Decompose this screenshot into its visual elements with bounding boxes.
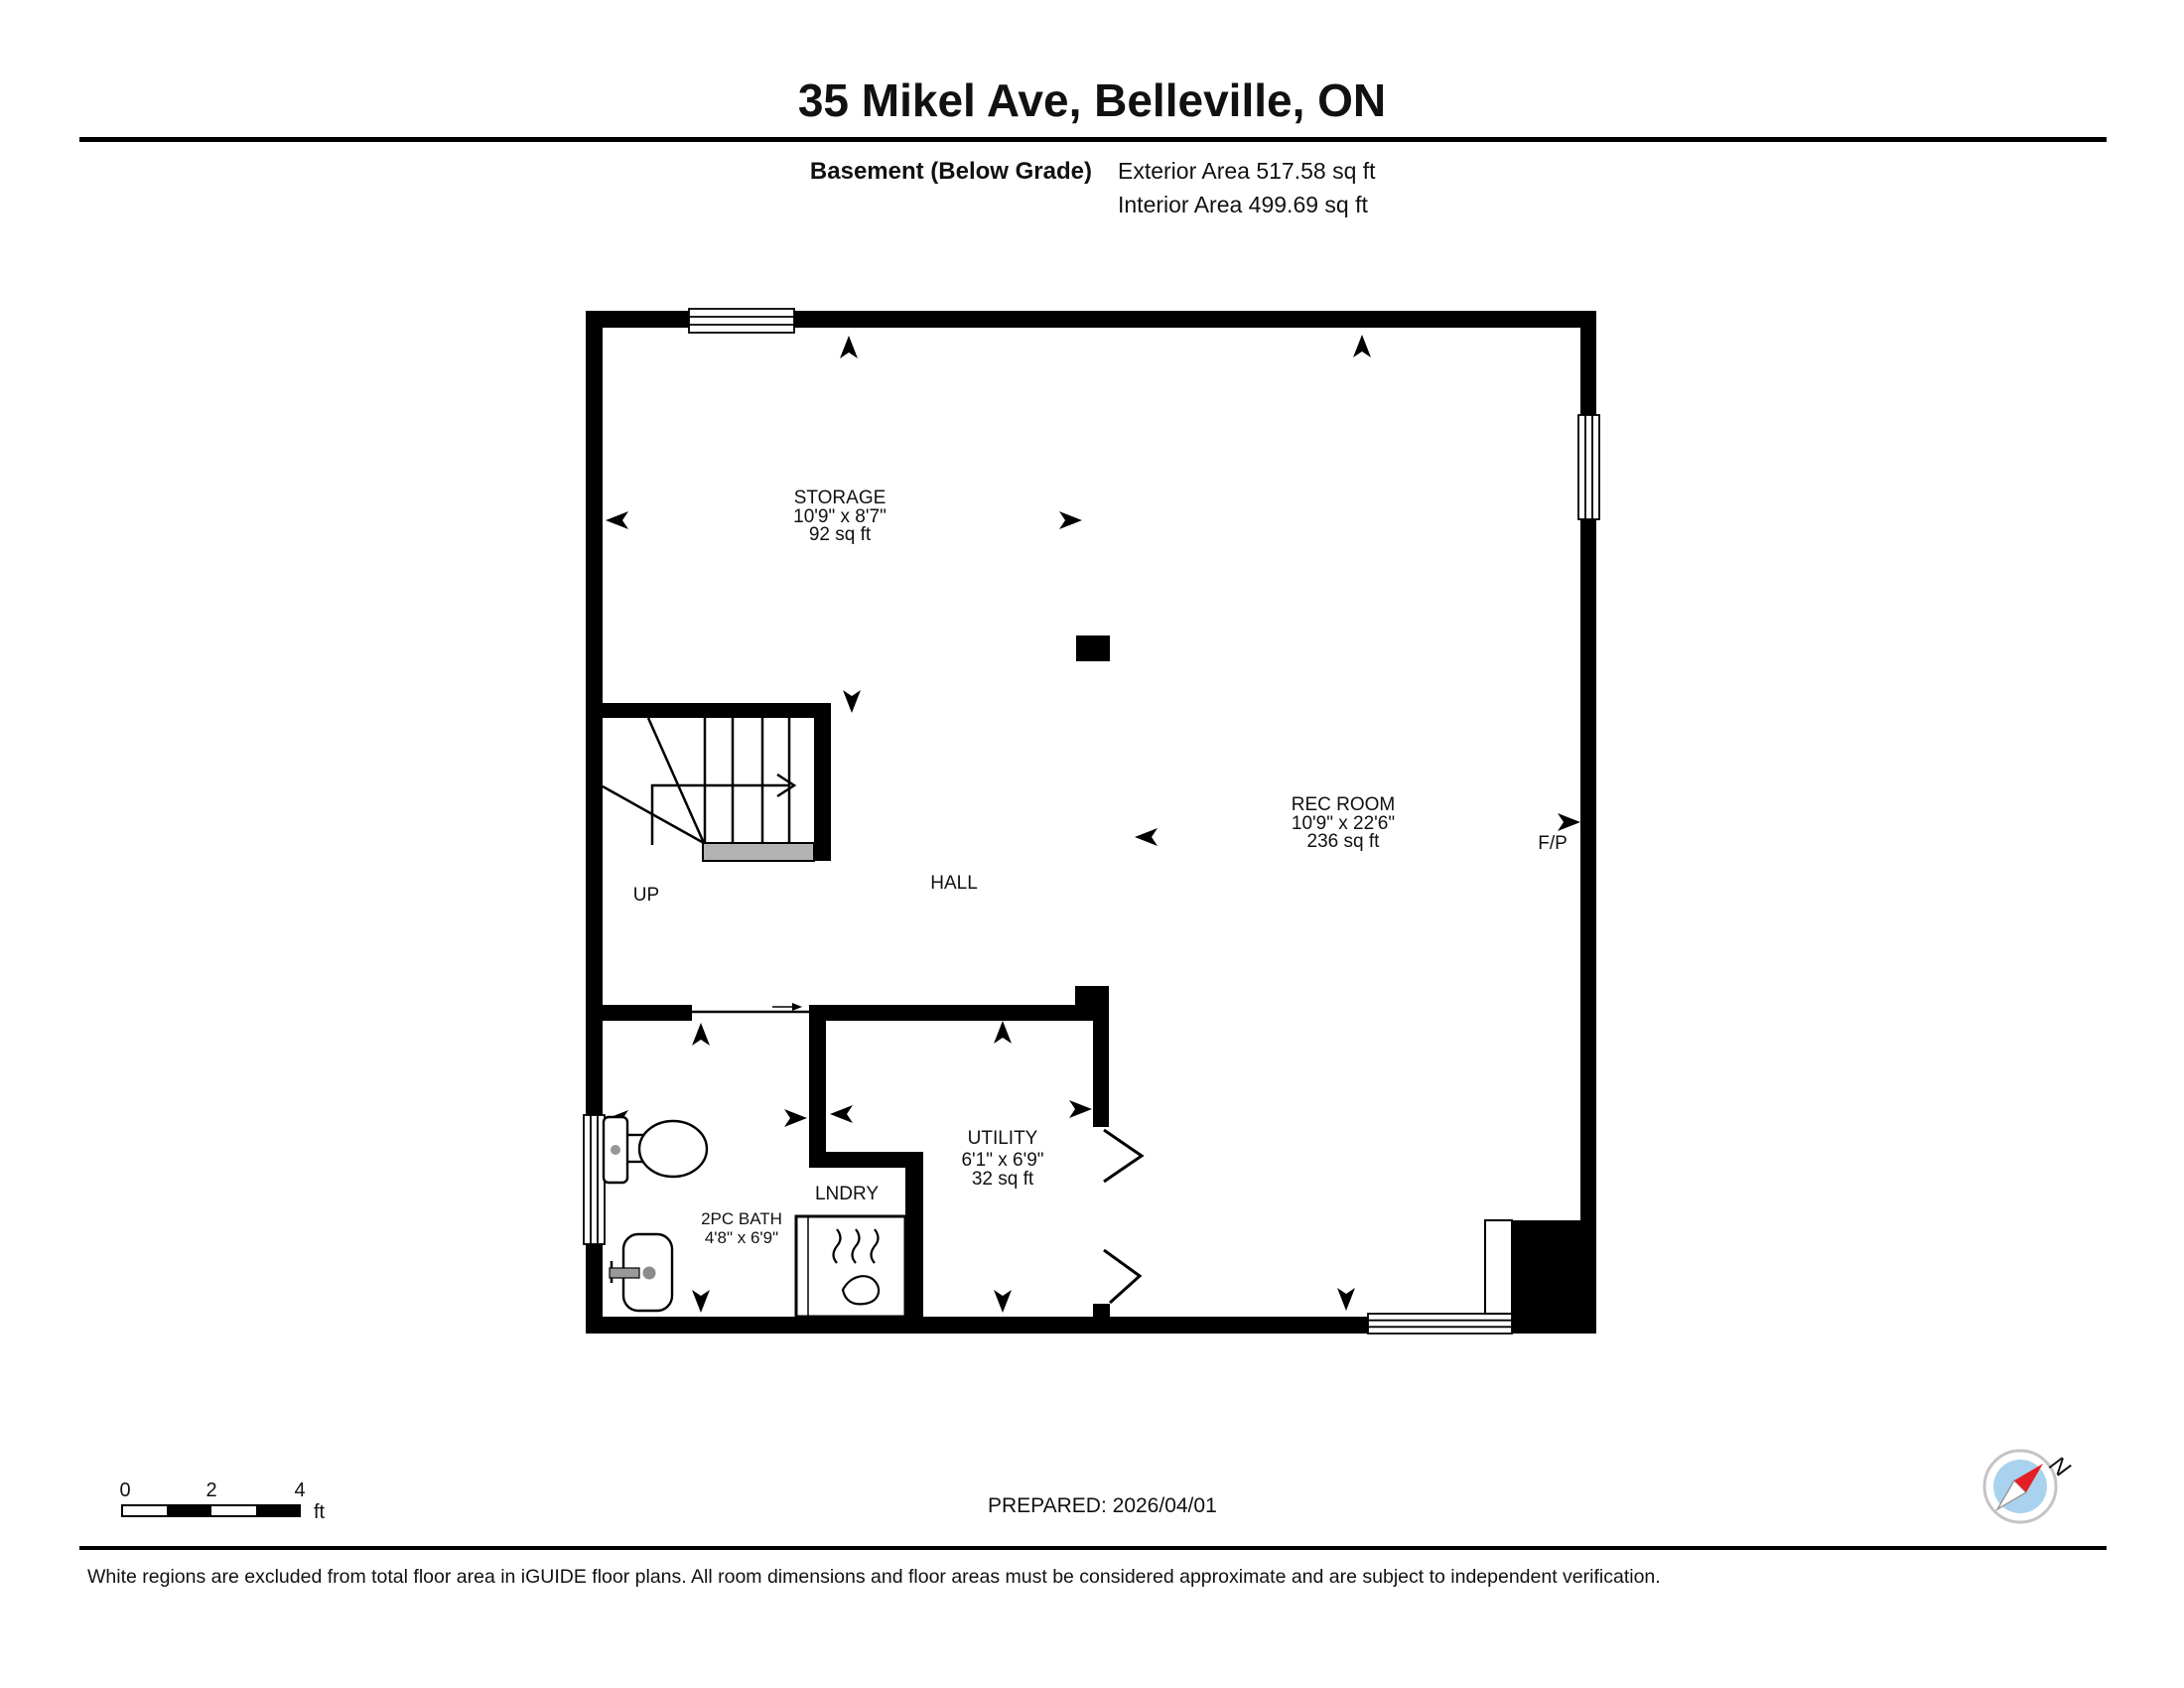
- stair-landing: [703, 843, 814, 861]
- arrow-up-recroom: [1353, 335, 1371, 357]
- bath-label: 2PC BATH: [701, 1209, 782, 1228]
- window-left: [584, 1115, 605, 1244]
- sink-drain: [643, 1267, 656, 1280]
- arrow-down-stairs: [843, 690, 861, 713]
- bathroom-fixtures: [604, 1117, 707, 1311]
- hall-wall-right: [809, 1005, 1075, 1021]
- prepared-date: PREPARED: 2026/04/01: [988, 1494, 1217, 1517]
- scale-tick-4: 4: [294, 1479, 306, 1501]
- stair-top-wall: [586, 703, 831, 718]
- header-rule: [79, 137, 2107, 142]
- compass: [1984, 1451, 2075, 1522]
- utility-dims: 6'1" x 6'9": [961, 1150, 1044, 1171]
- hall-door-slide-arrowhead: [792, 1003, 802, 1011]
- scale-bar-segment: [167, 1505, 211, 1516]
- bifold-door-lower: [1104, 1250, 1140, 1303]
- scale-unit: ft: [314, 1501, 326, 1523]
- scale-bar-segment: [256, 1505, 300, 1516]
- utility-area: 32 sq ft: [971, 1169, 1034, 1190]
- laundry-appliance: [796, 1216, 905, 1317]
- scale-tick-0: 0: [119, 1479, 131, 1501]
- winder-line: [648, 718, 704, 843]
- arrow-down-recroom: [1337, 1288, 1355, 1311]
- room-labels: [633, 488, 1568, 1247]
- door-jamb-stub: [1093, 1304, 1110, 1317]
- utility-label: UTILITY: [967, 1128, 1038, 1149]
- fireplace-recess: [1485, 1220, 1512, 1314]
- staircase: [603, 718, 814, 861]
- bifold-door-upper: [1104, 1130, 1142, 1182]
- wall-bottom: [586, 1317, 1368, 1334]
- scale-tick-2: 2: [205, 1479, 217, 1501]
- arrow-left-storage: [606, 511, 628, 529]
- stair-right-wall: [814, 703, 831, 861]
- scale-bar: [119, 1479, 325, 1523]
- column-marker: [1076, 635, 1110, 661]
- hall-label: HALL: [930, 873, 978, 894]
- exterior-walls: [586, 311, 1596, 1334]
- up-label: UP: [632, 885, 660, 906]
- hall-wall-left: [586, 1005, 692, 1021]
- arrow-down-utility: [994, 1290, 1012, 1313]
- arrow-up-utility: [994, 1021, 1012, 1044]
- fireplace-label: F/P: [1538, 833, 1568, 854]
- arrow-right-laundry-door: [784, 1109, 807, 1127]
- laundry-step-wall: [809, 1152, 923, 1168]
- toilet-bowl: [639, 1121, 707, 1177]
- arrow-left-laundry-door: [830, 1105, 853, 1123]
- storage-area: 92 sq ft: [808, 524, 872, 545]
- recroom-area: 236 sq ft: [1306, 831, 1380, 852]
- laundry-label: LNDRY: [814, 1184, 880, 1204]
- page-title: 35 Mikel Ave, Belleville, ON: [797, 74, 1387, 126]
- exterior-area-label: Exterior Area 517.58 sq ft: [1118, 158, 1376, 184]
- utility-right-wall: [1093, 1021, 1109, 1127]
- window-right: [1578, 415, 1599, 519]
- window-top: [689, 309, 794, 333]
- recroom-label: REC ROOM: [1291, 794, 1396, 815]
- floor-label: Basement (Below Grade): [809, 158, 1092, 185]
- footer-rule: [79, 1546, 2107, 1550]
- bath-dims: 4'8" x 6'9": [704, 1228, 779, 1247]
- laundry-right-wall: [905, 1168, 923, 1317]
- disclaimer-text: White regions are excluded from total floor area in iGUIDE floor plans. All room dimensions and floor areas must be considered approximate and are subject to independent verification.: [87, 1566, 1661, 1588]
- arrow-up-storage: [840, 336, 858, 358]
- window-bottom: [1368, 1314, 1512, 1334]
- recroom-dims: 10'9" x 22'6": [1291, 813, 1396, 834]
- arrow-right-storage: [1059, 511, 1082, 529]
- storage-label: STORAGE: [793, 488, 887, 508]
- interior-walls: [586, 635, 1110, 1317]
- stair-run-arrow: [652, 785, 789, 845]
- direction-arrows: [606, 335, 1580, 1313]
- interior-area-label: Interior Area 499.69 sq ft: [1118, 192, 1368, 217]
- windows: [584, 309, 1599, 1334]
- arrow-right-utility-wall: [1069, 1100, 1092, 1118]
- toilet-flush-button: [611, 1145, 620, 1155]
- fireplace-mass: [1512, 1220, 1596, 1334]
- arrow-down-bath: [692, 1290, 710, 1313]
- arrow-left-recroom: [1135, 828, 1158, 846]
- utility-corner-block: [1075, 986, 1109, 1021]
- arrow-right-fireplace: [1558, 813, 1580, 831]
- storage-dims: 10'9" x 8'7": [793, 506, 887, 527]
- sink-faucet: [610, 1268, 639, 1278]
- compass-n-label: N: [2043, 1451, 2075, 1483]
- arrow-up-hall-door: [692, 1023, 710, 1046]
- laundry-left-wall: [809, 1021, 826, 1152]
